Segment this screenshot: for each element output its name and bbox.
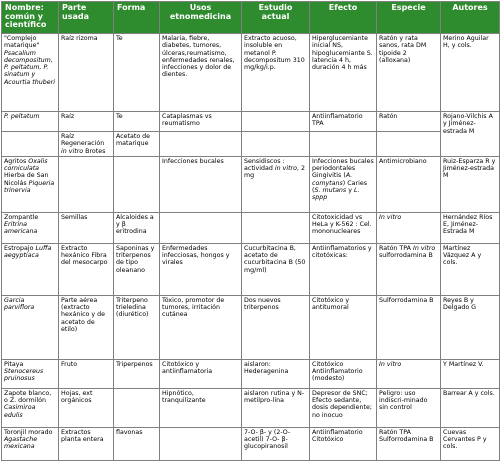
cell-forma: Acetato de matarique <box>114 132 160 157</box>
cell-especie: Ratón TPA In vitro sulforrodamina B <box>377 243 441 295</box>
cell-efecto: Antiinflamatorios y citotóxicas: <box>310 243 377 295</box>
cell-usos: Citotóxico y antiinflamatoria <box>160 359 242 388</box>
cell-forma: Saponinas y triterpenos de tipo oleanano <box>114 243 160 295</box>
header-nombre: Nombre: común y científico <box>2 2 59 34</box>
cell-usos: Tóxico, promotor de tumores, irritación cutánea <box>160 295 242 359</box>
cell-nombre: Toronjil morado Agastache mexicana <box>2 427 59 460</box>
cell-nombre: P. peltatum <box>2 112 59 132</box>
cell-efecto: Depresor de SNC; Efecto sedante, dosis dependiente; no inocuo <box>310 388 377 427</box>
cell-nombre: Zapote blanco, o Z. dormilón Casimiroa edulis <box>2 388 59 427</box>
table-row <box>2 156 500 212</box>
table-row <box>2 359 500 388</box>
cell-efecto: Hiperglucemiante inicial NS, hipoglucemiante S. latencia 4 h, duración 4 h más <box>310 34 377 112</box>
header-especie: Especie <box>377 2 441 34</box>
cell-forma <box>114 156 160 212</box>
cell-parte: Extracto hexánico Fibra del mesocarpo <box>59 243 114 295</box>
cell-estudio: Extracto acuoso, insoluble en metanol P. decompositum 310 mg/kg/i.p. <box>242 34 310 112</box>
cell-nombre: Garcia parviflora <box>2 295 59 359</box>
cell-parte: Fruto <box>59 359 114 388</box>
cell-autores: Cuevas Cervantes P y cols. <box>441 427 500 460</box>
cell-estudio <box>242 112 310 132</box>
cell-efecto: Antiinflamatorio TPA <box>310 112 377 132</box>
cell-nombre: Agritos Oxalis corniculata Hierba de San Nicolás Piqueria trinervia <box>2 156 59 212</box>
cell-forma: Triperpenos <box>114 359 160 388</box>
cell-autores: Rojano-Vilchis A y Jiménez-estrada M <box>441 112 500 157</box>
cell-forma <box>114 388 160 427</box>
cell-parte <box>59 156 114 212</box>
cell-autores: Barrear A y cols. <box>441 388 500 427</box>
cell-estudio: 7-O- β- y (2-O-acetil) 7-O- β-glucopiranosil <box>242 427 310 460</box>
cell-efecto: Citotóxico Antiinflamatorio (modesto) <box>310 359 377 388</box>
cell-autores: Hernández Ríos E, Jiménez-Estrada M <box>441 212 500 243</box>
cell-especie: In vitro <box>377 359 441 388</box>
cell-estudio <box>242 132 310 157</box>
cell-autores: Martínez Vázquez A y cols. <box>441 243 500 295</box>
cell-nombre: Zompantle Eritrina americana <box>2 212 59 243</box>
cell-efecto: Citotoxicidad vs HeLa y K-562 : Cel. mononucleares <box>310 212 377 243</box>
header-efecto: Efecto <box>310 2 377 34</box>
table-row <box>2 34 500 112</box>
cell-parte: Hojas, ext orgánicos <box>59 388 114 427</box>
cell-usos: Cataplasmas vs reumatismo <box>160 112 242 132</box>
header-forma: Forma <box>114 2 160 34</box>
cell-usos <box>160 212 242 243</box>
cell-autores: Reyes B y Delgado G <box>441 295 500 359</box>
cell-parte: Raíz Regeneración in vitro Brotes <box>59 132 114 157</box>
cell-parte: Raíz rizoma <box>59 34 114 112</box>
cell-efecto: Antiinflamatorio Citotóxico <box>310 427 377 460</box>
cell-especie: Sulforrodamina B <box>377 295 441 359</box>
table-row <box>2 427 500 460</box>
cell-parte: Parte aérea (extracto hexánico y de acetato de etilo) <box>59 295 114 359</box>
cell-estudio: aislaron rutina y N-metilpro-lina <box>242 388 310 427</box>
table-row <box>2 295 500 359</box>
cell-especie <box>377 132 441 157</box>
cell-parte: Semillas <box>59 212 114 243</box>
cell-estudio: Dos nuevos triterpenos <box>242 295 310 359</box>
cell-nombre: Estropajo Luffa aegyptiaca <box>2 243 59 295</box>
cell-autores: Ruiz-Esparza R y Jiménez-estrada M <box>441 156 500 212</box>
cell-especie: Peligro: uso indiscri-minado sin control <box>377 388 441 427</box>
cell-estudio <box>242 212 310 243</box>
cell-forma: Te <box>114 34 160 112</box>
cell-forma: Te <box>114 112 160 132</box>
header-autores: Autores <box>441 2 500 34</box>
cell-forma: flavonas <box>114 427 160 460</box>
cell-autores: Y Martínez V. <box>441 359 500 388</box>
cell-parte: Raíz <box>59 112 114 132</box>
cell-especie: Ratón <box>377 112 441 132</box>
table-row <box>2 388 500 427</box>
cell-usos: Infecciones bucales <box>160 156 242 212</box>
cell-forma: Triterpeno trieledina (diurético) <box>114 295 160 359</box>
cell-estudio: Sensidiscos : actividad in vitro, 2 mg <box>242 156 310 212</box>
header-estudio: Estudio actual <box>242 2 310 34</box>
table-row <box>2 112 500 132</box>
cell-especie: In vitro <box>377 212 441 243</box>
header-usos: Usos etnomedicina <box>160 2 242 34</box>
ethnomedicine-table <box>1 1 500 461</box>
header-parte: Parte usada <box>59 2 114 34</box>
cell-nombre <box>2 132 59 157</box>
cell-autores: Merino Aguilar H, y cols. <box>441 34 500 112</box>
cell-efecto <box>310 132 377 157</box>
table-row <box>2 132 500 157</box>
cell-especie: Ratón TPA Sulforrodamina B <box>377 427 441 460</box>
cell-usos: Enfermedades infecciosas, hongos y virales <box>160 243 242 295</box>
cell-especie: Antimicrobiano <box>377 156 441 212</box>
cell-usos <box>160 427 242 460</box>
cell-parte: Extractos planta entera <box>59 427 114 460</box>
cell-usos: Malaria, fiebre, diabetes, tumores, úlceras,reumatismo, enfermedades renales, infecciones y dolor de dientes. <box>160 34 242 112</box>
cell-nombre: Pitaya Stenocereus pruinosus <box>2 359 59 388</box>
table-row <box>2 243 500 295</box>
table-row <box>2 212 500 243</box>
header-row <box>2 2 500 34</box>
cell-usos <box>160 132 242 157</box>
cell-especie: Ratón y rata sanos, rata DM tipoide 2 (alloxana) <box>377 34 441 112</box>
cell-efecto: Infecciones bucales periodontales Gingivitis (A. comytans) Caries (S. mutans y L. sppp <box>310 156 377 212</box>
cell-usos: Hipnótico, tranquilizante <box>160 388 242 427</box>
cell-estudio: Cucurbitacina B, acetato de cucurbitacina B (50 mg/ml) <box>242 243 310 295</box>
cell-efecto: Citotóxico y antitumoral <box>310 295 377 359</box>
cell-nombre: "Complejo matarique" Psacalium decompositum,P. peltatum, P. sinatum y Acourtia thuberi <box>2 34 59 112</box>
cell-estudio: aislaron: Hederagenina <box>242 359 310 388</box>
cell-forma: Alcaloides a y β eritrodina <box>114 212 160 243</box>
